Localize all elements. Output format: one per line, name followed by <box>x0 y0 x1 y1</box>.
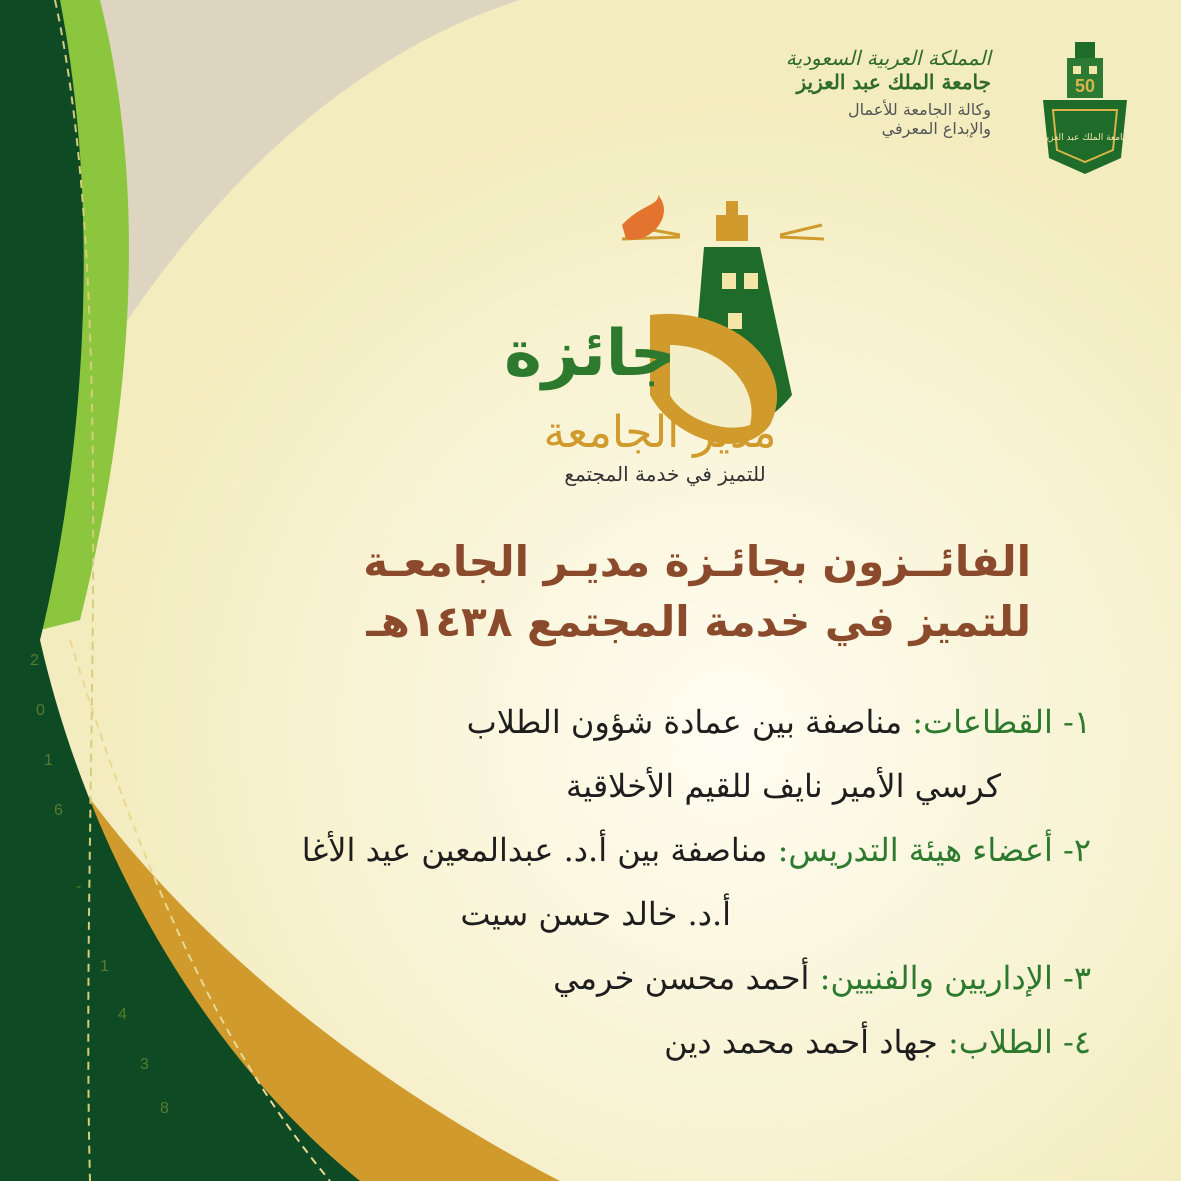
year-digit: 8 <box>160 1100 169 1117</box>
winner-text: أ.د. خالد حسن سيت <box>460 895 731 933</box>
page-title <box>231 532 1031 652</box>
winner-category: ١- القطاعات: <box>912 703 1091 741</box>
vice-presidency-line1: وكالة الجامعة للأعمال <box>848 100 991 119</box>
university-logo <box>1037 40 1133 180</box>
year-digit: 1 <box>44 752 53 769</box>
winner-category: ٤- الطلاب: <box>947 1023 1091 1061</box>
winner-text: مناصفة بين أ.د. عبدالمعين عيد الأغا <box>301 831 778 869</box>
list-item <box>191 882 1091 946</box>
year-digit: 2 <box>30 652 39 669</box>
year-digit: 1 <box>100 958 109 975</box>
title-line-1: الفائــزون بجائـزة مديـر الجامعـة <box>363 537 1031 586</box>
title-line-2: للتميز في خدمة المجتمع ١٤٣٨هـ <box>366 597 1031 646</box>
list-item <box>191 690 1091 754</box>
award-logo <box>504 195 830 495</box>
svg-text:مدير الجامعة: مدير الجامعة <box>543 407 777 458</box>
list-item <box>191 818 1091 882</box>
year-digit: 6 <box>54 802 63 819</box>
svg-text:جامعة الملك عبد العزيز: جامعة الملك عبد العزيز <box>1041 133 1129 143</box>
year-digit: 0 <box>36 702 45 719</box>
svg-text:50: 50 <box>1074 76 1096 96</box>
winner-text: كرسي الأمير نايف للقيم الأخلاقية <box>566 767 1001 805</box>
year-digit: 4 <box>118 1006 127 1023</box>
winner-category: ٢- أعضاء هيئة التدريس: <box>777 831 1091 869</box>
winner-text: جهاد أحمد محمد دين <box>664 1023 948 1061</box>
university-name: جامعة الملك عبد العزيز <box>796 70 991 94</box>
winners-list <box>191 690 1091 1074</box>
vice-presidency-line2: والإبداع المعرفي <box>881 119 991 139</box>
kingdom-name: المملكة العربية السعودية <box>785 46 991 70</box>
svg-text:جائزة: جائزة <box>504 317 676 391</box>
year-digit: - <box>76 878 82 895</box>
list-item <box>191 946 1091 1010</box>
university-header <box>731 46 991 138</box>
list-item <box>191 1010 1091 1074</box>
winner-text: أحمد محسن خرمي <box>553 959 820 997</box>
winner-text: مناصفة بين عمادة شؤون الطلاب <box>466 703 913 741</box>
list-item <box>191 754 1091 818</box>
year-digit: 3 <box>140 1056 149 1073</box>
winner-category: ٣- الإداريين والفنيين: <box>819 959 1091 997</box>
award-subtitle: للتميز في خدمة المجتمع <box>564 462 766 486</box>
